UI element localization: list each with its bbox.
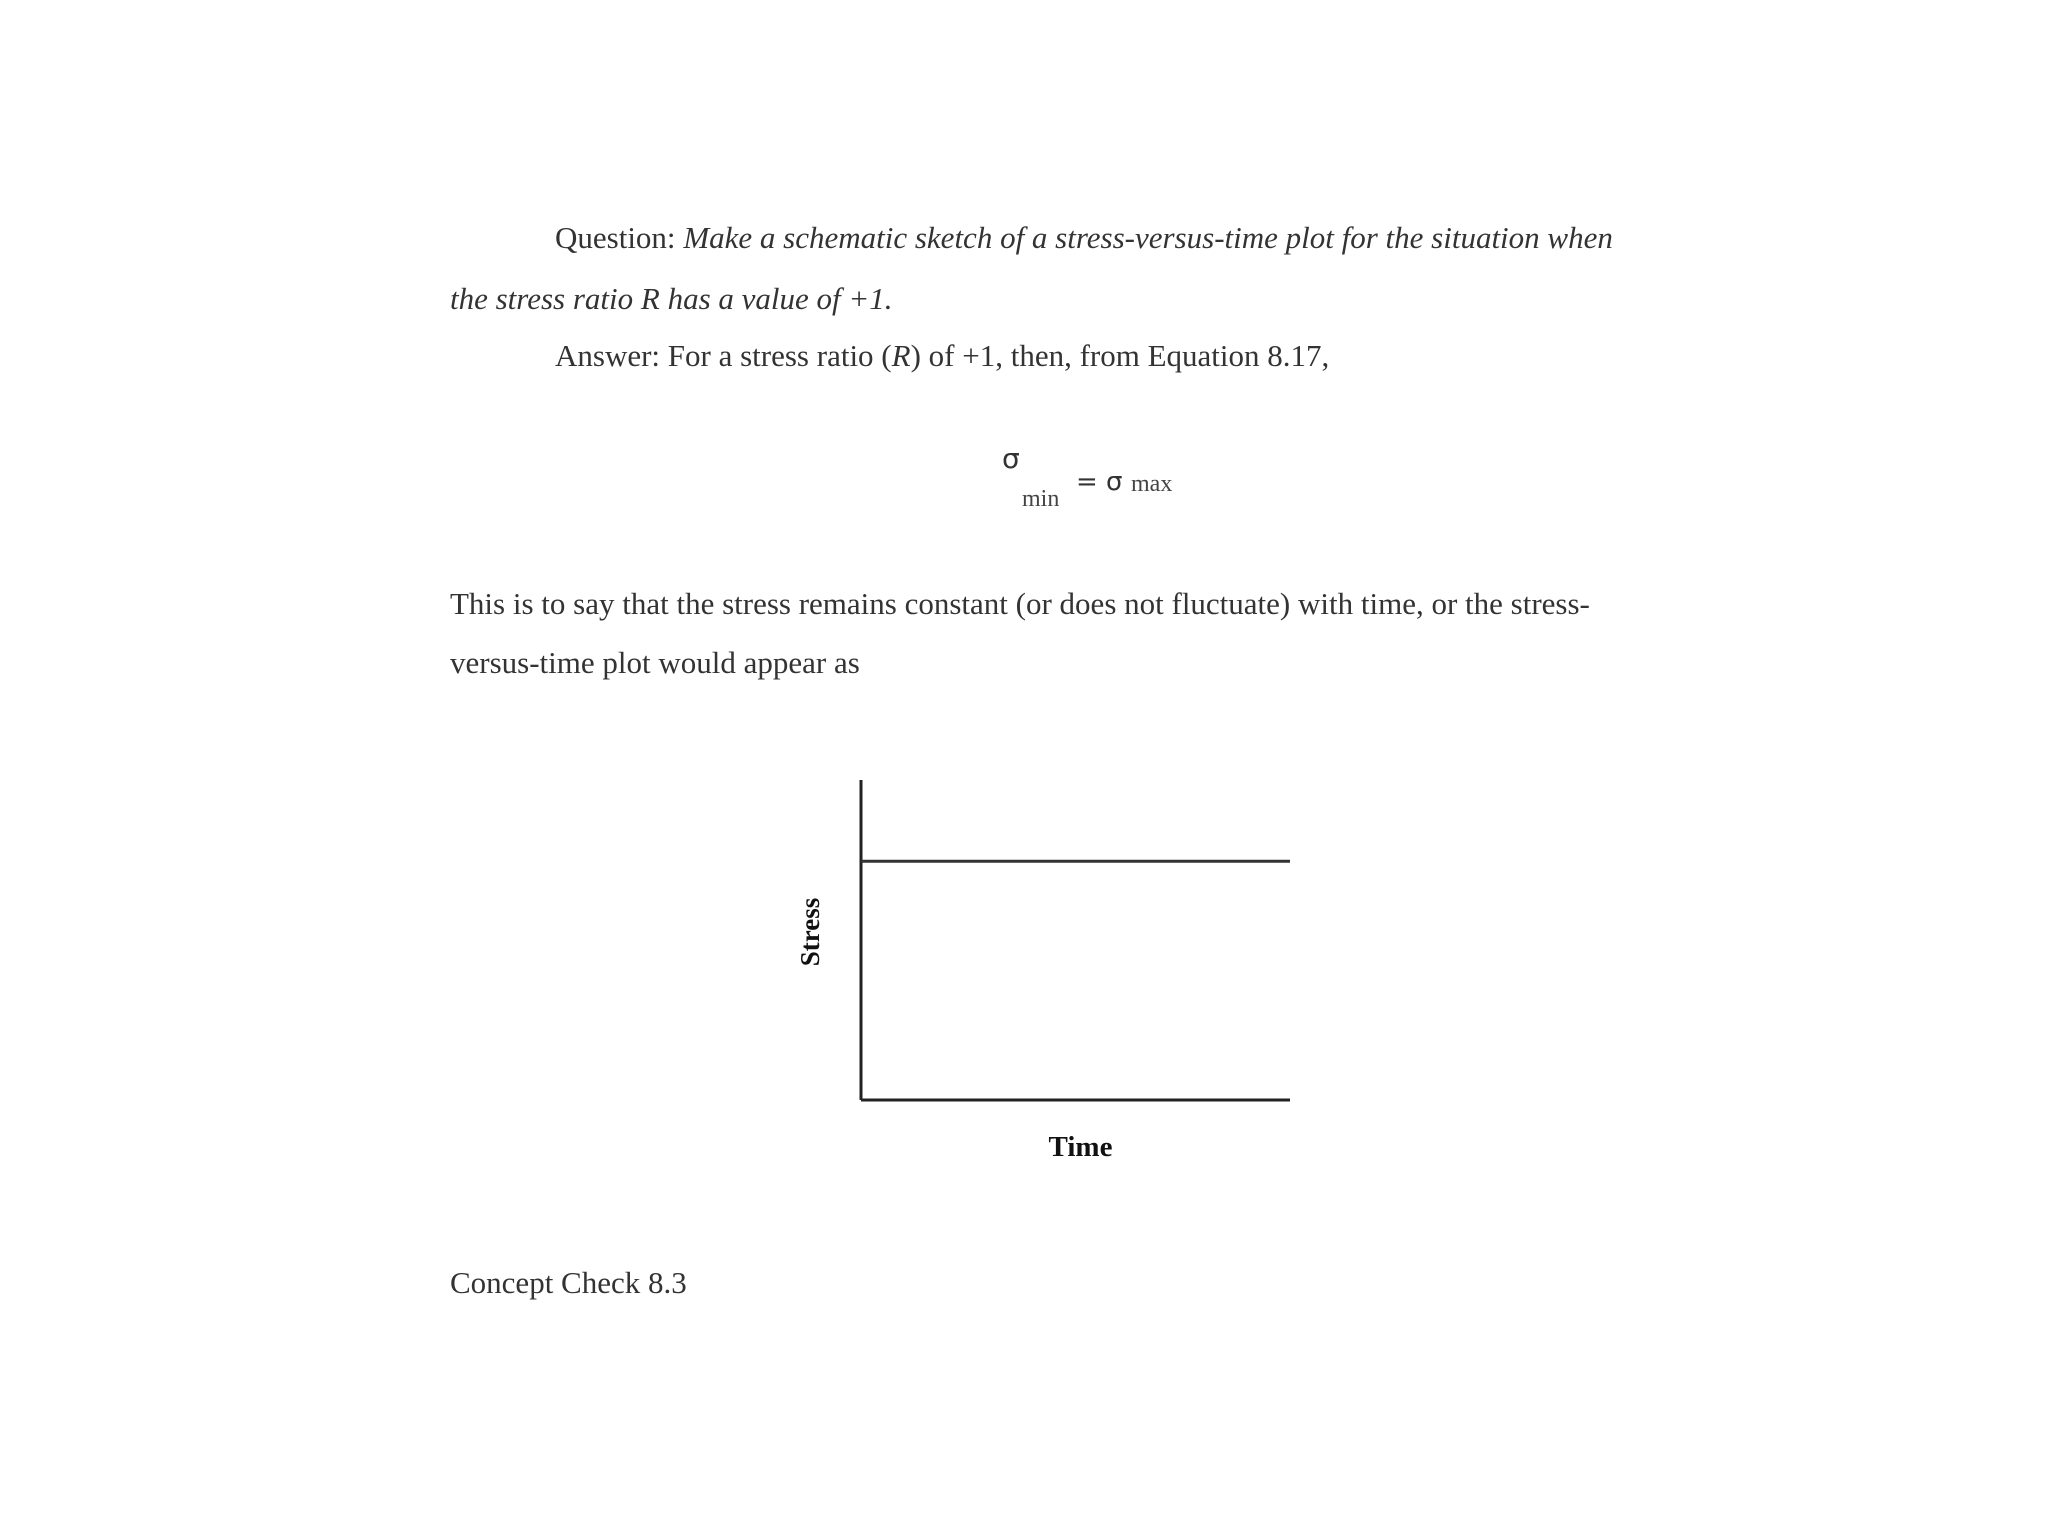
answer-var: R [891, 338, 911, 373]
body-line-1: This is to say that the stress remains constant (or does not fluctuate) with time, or the stress- [450, 586, 1590, 621]
y-axis-label: Stress [795, 897, 825, 967]
question-line-2: the stress ratio R has a value of +1. [450, 281, 893, 316]
question-text-1: Make a schematic sketch of a stress-versus-time plot for the situation when [683, 220, 1613, 255]
equation-equals-sigma: = σ [1076, 467, 1123, 497]
concept-check-heading: Concept Check 8.3 [450, 1265, 687, 1300]
body-line-2: versus-time plot would appear as [450, 645, 860, 680]
x-axis-label: Time [1048, 1131, 1113, 1163]
answer-suffix: ) of +1, then, from Equation 8.17, [910, 338, 1330, 373]
equation-sigma-min: σ [1002, 442, 1020, 475]
question-label: Question: [555, 220, 676, 255]
equation-sub-max: max [1131, 471, 1173, 497]
answer-prefix: Answer: For a stress ratio ( [555, 338, 892, 373]
equation-sub-min: min [1022, 486, 1060, 512]
